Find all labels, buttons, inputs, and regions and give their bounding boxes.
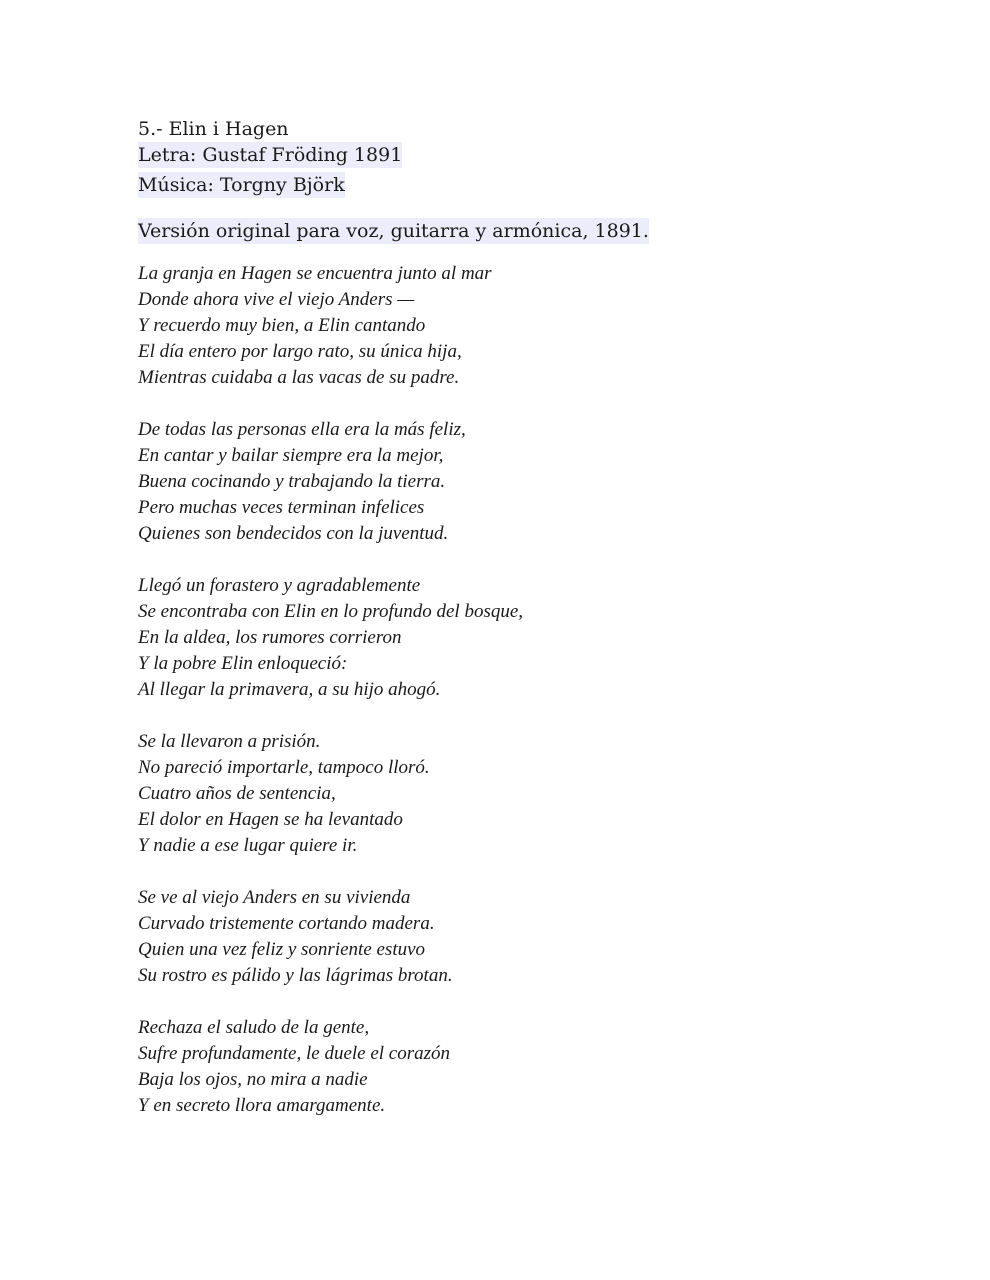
stanza — [138, 261, 898, 391]
lyric-line: La granja en Hagen se encuentra junto al mar — [138, 263, 492, 284]
lyric-line: Se encontraba con Elin en lo profundo del bosque, — [138, 601, 524, 622]
stanza — [138, 729, 898, 859]
lyric-line: Baja los ojos, no mira a nadie — [138, 1069, 368, 1090]
stanza — [138, 885, 898, 989]
lyrics-credit: Letra: Gustaf Fröding 1891 — [138, 144, 403, 166]
lyric-line: Mientras cuidaba a las vacas de su padre. — [138, 367, 460, 388]
lyric-line: Sufre profundamente, le duele el corazón — [138, 1043, 451, 1064]
lyric-line: Y nadie a ese lugar quiere ir. — [138, 835, 358, 856]
lyric-line: Curvado tristemente cortando madera. — [138, 913, 435, 934]
document-page — [138, 116, 898, 1119]
lyric-line: Donde ahora vive el viejo Anders — — [138, 289, 415, 310]
song-title: 5.- Elin i Hagen — [138, 118, 289, 140]
version-note: Versión original para voz, guitarra y armónica, 1891. — [138, 220, 649, 242]
lyric-line: Y en secreto llora amargamente. — [138, 1095, 386, 1116]
stanza — [138, 1015, 898, 1119]
lyrics-credit-row — [138, 142, 898, 172]
lyric-line: En cantar y bailar siempre era la mejor, — [138, 445, 444, 466]
version-note-row — [138, 218, 898, 248]
lyric-line: Rechaza el saludo de la gente, — [138, 1017, 370, 1038]
lyric-line: No pareció importarle, tampoco lloró. — [138, 757, 430, 778]
lyric-line: Cuatro años de sentencia, — [138, 783, 336, 804]
lyric-line: Su rostro es pálido y las lágrimas brotan. — [138, 965, 453, 986]
lyric-line: Y la pobre Elin enloqueció: — [138, 653, 348, 674]
music-credit-row — [138, 172, 898, 202]
lyric-line: El dolor en Hagen se ha levantado — [138, 809, 403, 830]
lyric-line: Buena cocinando y trabajando la tierra. — [138, 471, 446, 492]
stanza — [138, 573, 898, 703]
music-credit: Música: Torgny Björk — [138, 174, 345, 196]
lyric-line: Se la llevaron a prisión. — [138, 731, 321, 752]
lyric-line: Quienes son bendecidos con la juventud. — [138, 523, 449, 544]
lyric-line: El día entero por largo rato, su única hija, — [138, 341, 462, 362]
lyric-line: De todas las personas ella era la más feliz, — [138, 419, 466, 440]
lyric-line: Pero muchas veces terminan infelices — [138, 497, 425, 518]
lyric-line: Al llegar la primavera, a su hijo ahogó. — [138, 679, 441, 700]
lyric-line: Y recuerdo muy bien, a Elin cantando — [138, 315, 426, 336]
lyric-line: En la aldea, los rumores corrieron — [138, 627, 402, 648]
lyrics — [138, 261, 898, 1119]
lyric-line: Llegó un forastero y agradablemente — [138, 575, 421, 596]
lyric-line: Quien una vez feliz y sonriente estuvo — [138, 939, 426, 960]
stanza — [138, 417, 898, 547]
lyric-line: Se ve al viejo Anders en su vivienda — [138, 887, 411, 908]
